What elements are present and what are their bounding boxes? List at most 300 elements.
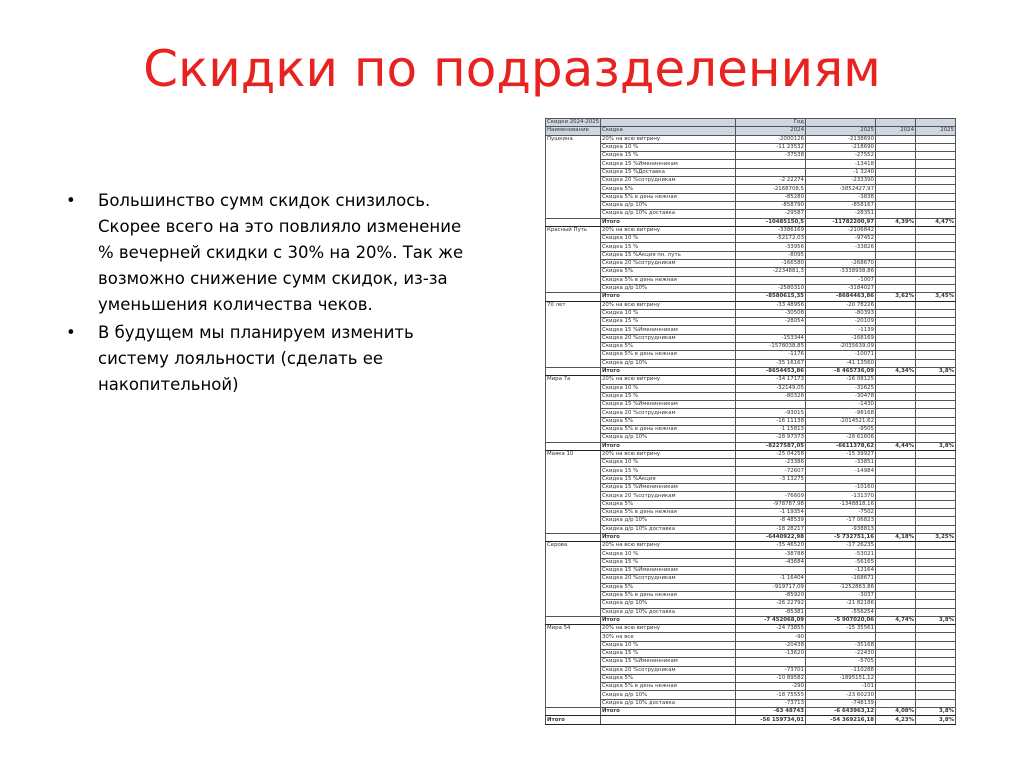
table-row	[546, 674, 956, 682]
table-cell	[876, 625, 916, 633]
table-cell	[876, 484, 916, 492]
table-cell: 3,45%	[916, 293, 956, 301]
table-cell: 20% на всю витрину	[601, 542, 736, 550]
table-cell	[546, 218, 601, 226]
table-cell	[876, 276, 916, 284]
table-cell	[876, 210, 916, 218]
table-cell	[876, 674, 916, 682]
table-cell	[546, 500, 601, 508]
table-row	[546, 401, 956, 409]
table-cell	[876, 135, 916, 143]
table-row	[546, 567, 956, 575]
table-row	[546, 318, 956, 326]
table-cell: 20% на всю витрину	[601, 301, 736, 309]
table-row	[546, 699, 956, 707]
table-cell: -3386169	[736, 226, 806, 234]
table-cell: -8227587,05	[736, 442, 806, 450]
table-cell	[916, 434, 956, 442]
table-cell	[876, 517, 916, 525]
table-row	[546, 625, 956, 633]
table-cell	[876, 500, 916, 508]
table-row	[546, 467, 956, 475]
table-cell	[876, 508, 916, 516]
table-cell: Скидка 20 %сотрудникам	[601, 666, 736, 674]
table-cell	[916, 467, 956, 475]
table-row	[546, 459, 956, 467]
table-cell: 4,44%	[876, 442, 916, 450]
table-cell	[916, 691, 956, 699]
table-cell	[916, 550, 956, 558]
table-row	[546, 691, 956, 699]
table-cell: -38788	[736, 550, 806, 558]
table-cell	[876, 492, 916, 500]
table-cell	[546, 318, 601, 326]
table-cell: -15 35561	[806, 625, 876, 633]
table-cell	[546, 359, 601, 367]
table-cell: -919717,09	[736, 583, 806, 591]
table-cell	[546, 160, 601, 168]
table-cell: -73701	[736, 666, 806, 674]
table-cell: -5 732751,16	[806, 533, 876, 541]
table-cell: 4,08%	[876, 708, 916, 716]
table-cell: 20% на всю витрину	[601, 226, 736, 234]
table-cell: -18 75555	[736, 691, 806, 699]
table-cell	[876, 450, 916, 458]
table-cell	[876, 235, 916, 243]
table-cell	[546, 343, 601, 351]
table-cell	[916, 567, 956, 575]
table-cell: Скидка 15 %Именинникам	[601, 567, 736, 575]
table-row	[546, 550, 956, 558]
table-cell: -10 89582	[736, 674, 806, 682]
discount-table-image	[545, 118, 955, 723]
table-cell: Скидка 15 %	[601, 243, 736, 251]
table-cell	[876, 641, 916, 649]
table-cell	[916, 583, 956, 591]
table-cell: -6440922,98	[736, 533, 806, 541]
table-cell: Скидка 15 %Именинникам	[601, 484, 736, 492]
table-row	[546, 517, 956, 525]
table-cell: -28054	[736, 318, 806, 326]
table-cell	[546, 475, 601, 483]
table-cell	[916, 641, 956, 649]
table-cell: -30478	[806, 392, 876, 400]
table-cell: Итого	[546, 716, 601, 724]
table-cell: 2025	[916, 127, 956, 135]
table-cell	[916, 243, 956, 251]
table-cell: Скидка 20 %сотрудникам	[601, 575, 736, 583]
table-cell: -10071	[806, 351, 876, 359]
table-cell: -233390	[806, 177, 876, 185]
table-cell	[546, 674, 601, 682]
table-cell	[916, 177, 956, 185]
table-cell	[876, 260, 916, 268]
table-cell: -556254	[806, 608, 876, 616]
table-cell: -80326	[736, 392, 806, 400]
table-cell: Скидка д/р 10%	[601, 517, 736, 525]
table-cell	[916, 459, 956, 467]
table-cell	[876, 525, 916, 533]
table-cell	[546, 392, 601, 400]
table-row	[546, 666, 956, 674]
table-row	[546, 716, 956, 724]
table-cell: Итого	[601, 218, 736, 226]
table-cell	[876, 177, 916, 185]
table-cell	[876, 301, 916, 309]
table-cell: -63 48743	[736, 708, 806, 716]
table-cell	[546, 251, 601, 259]
table-cell: -1007	[806, 276, 876, 284]
table-cell: Скидка 20 %сотрудникам	[601, 492, 736, 500]
table-cell	[916, 658, 956, 666]
table-cell: -1 16404	[736, 575, 806, 583]
table-cell	[546, 326, 601, 334]
table-cell: -1895151,12	[806, 674, 876, 682]
table-cell: Серова	[546, 542, 601, 550]
table-cell: Пушкина	[546, 135, 601, 143]
table-cell: Скидка 15 %Именинникам	[601, 160, 736, 168]
table-cell	[546, 708, 601, 716]
table-cell	[876, 666, 916, 674]
table-cell	[546, 666, 601, 674]
table-row	[546, 376, 956, 384]
table-cell: 2024	[736, 127, 806, 135]
table-cell: -22430	[806, 650, 876, 658]
table-cell: Скидка д/р 10% доставка	[601, 608, 736, 616]
table-cell: -1252863,86	[806, 583, 876, 591]
table-cell	[916, 309, 956, 317]
table-cell: -43684	[736, 558, 806, 566]
table-cell	[916, 251, 956, 259]
table-cell	[546, 367, 601, 375]
table-cell: -10160	[806, 484, 876, 492]
table-cell: -18 28217	[736, 525, 806, 533]
table-cell: -2138690	[806, 135, 876, 143]
table-cell: Скидка 5% в день нежная	[601, 591, 736, 599]
table-cell: 4,23%	[876, 716, 916, 724]
table-cell	[876, 467, 916, 475]
table-cell	[546, 293, 601, 301]
table-cell	[546, 276, 601, 284]
table-row	[546, 243, 956, 251]
table-cell	[916, 475, 956, 483]
table-cell: -41 13560	[806, 359, 876, 367]
table-cell: -2000126	[736, 135, 806, 143]
table-cell: -37538	[736, 152, 806, 160]
table-cell	[546, 699, 601, 707]
table-row	[546, 583, 956, 591]
table-cell: -1 15813	[736, 425, 806, 433]
table-cell: -748139	[806, 699, 876, 707]
table-header-row	[546, 119, 956, 127]
table-cell: Скидка 10 %	[601, 384, 736, 392]
table-cell	[876, 475, 916, 483]
table-cell	[916, 517, 956, 525]
table-cell	[546, 235, 601, 243]
table-cell: Скидка 15 %	[601, 467, 736, 475]
table-row	[546, 359, 956, 367]
table-cell: 3,8%	[916, 367, 956, 375]
table-cell	[876, 683, 916, 691]
table-cell: -8 465736,09	[806, 367, 876, 375]
table-cell	[876, 608, 916, 616]
table-cell	[546, 683, 601, 691]
table-cell	[876, 284, 916, 292]
table-cell	[916, 301, 956, 309]
table-cell: -10485150,5	[736, 218, 806, 226]
table-cell: -268670	[806, 260, 876, 268]
table-row	[546, 533, 956, 541]
table-cell	[806, 119, 876, 127]
table-cell	[736, 401, 806, 409]
table-cell	[916, 608, 956, 616]
table-cell: Скидка 15 %	[601, 152, 736, 160]
table-row	[546, 268, 956, 276]
table-cell: -33826	[806, 243, 876, 251]
table-cell: -12164	[806, 567, 876, 575]
table-cell	[736, 168, 806, 176]
table-cell: -5705	[806, 658, 876, 666]
table-cell	[546, 633, 601, 641]
table-cell	[546, 608, 601, 616]
table-row	[546, 201, 956, 209]
table-row	[546, 600, 956, 608]
table-cell: Скидка 5% в день нежная	[601, 193, 736, 201]
table-cell: -80393	[806, 309, 876, 317]
table-cell: 4,47%	[916, 218, 956, 226]
table-cell: -85280	[736, 193, 806, 201]
table-cell	[916, 683, 956, 691]
table-cell	[916, 326, 956, 334]
table-row	[546, 475, 956, 483]
table-cell: -35 46520	[736, 542, 806, 550]
table-cell: 4,18%	[876, 533, 916, 541]
table-cell: -31625	[806, 384, 876, 392]
table-row	[546, 301, 956, 309]
table-cell: 70 лет	[546, 301, 601, 309]
table-cell	[876, 691, 916, 699]
table-cell: Скидки 2024-2025	[547, 119, 600, 126]
table-cell	[876, 359, 916, 367]
table-cell	[546, 185, 601, 193]
table-cell	[916, 699, 956, 707]
table-cell: -26 22792	[736, 600, 806, 608]
table-cell	[546, 409, 601, 417]
table-cell: -8580615,35	[736, 293, 806, 301]
table-cell	[546, 641, 601, 649]
table-row	[546, 417, 956, 425]
table-row	[546, 575, 956, 583]
table-cell	[806, 475, 876, 483]
table-header-row	[546, 127, 956, 135]
table-cell	[916, 210, 956, 218]
table-cell: Скидка д/р 10%	[601, 600, 736, 608]
table-cell: -35168	[806, 641, 876, 649]
table-cell: -168671	[806, 575, 876, 583]
table-row	[546, 143, 956, 151]
table-cell	[546, 434, 601, 442]
table-row	[546, 484, 956, 492]
table-cell: Скидка д/р 10%	[601, 359, 736, 367]
table-cell: -17 26235	[806, 542, 876, 550]
table-cell	[736, 326, 806, 334]
table-cell: -1430	[806, 401, 876, 409]
table-cell	[546, 334, 601, 342]
table-cell: -34 17173	[736, 376, 806, 384]
table-cell	[876, 119, 916, 127]
table-cell: -20438	[736, 641, 806, 649]
table-cell: -168169	[806, 334, 876, 342]
table-cell: -85381	[736, 608, 806, 616]
table-cell: -1139	[806, 326, 876, 334]
table-cell	[546, 351, 601, 359]
table-cell	[916, 558, 956, 566]
table-cell: Скидка 10 %	[601, 459, 736, 467]
table-cell	[916, 492, 956, 500]
table-row	[546, 542, 956, 550]
table-cell: -7502	[806, 508, 876, 516]
table-cell	[916, 450, 956, 458]
table-cell	[876, 583, 916, 591]
table-row	[546, 309, 956, 317]
table-cell: -8684463,86	[806, 293, 876, 301]
table-cell: Скидка 5% в день нежная	[601, 683, 736, 691]
table-cell: Мира 54	[546, 625, 601, 633]
bullet-list	[66, 188, 476, 400]
table-cell: Скидка 15 %Акция пн. путь	[601, 251, 736, 259]
table-cell: Скидка 20 %сотрудникам	[601, 409, 736, 417]
table-row	[546, 525, 956, 533]
table-cell	[916, 401, 956, 409]
table-cell	[916, 600, 956, 608]
table-cell: Скидка 15 %	[601, 392, 736, 400]
bullet-item: • В будущем мы планируем изменить систему лояльности (сделать ее накопительной)	[66, 320, 476, 398]
table-cell	[546, 425, 601, 433]
table-row	[546, 160, 956, 168]
table-cell: Скидка 15 %Доставка	[601, 168, 736, 176]
table-cell	[736, 276, 806, 284]
table-cell: -166580	[736, 260, 806, 268]
table-cell: Итого	[601, 708, 736, 716]
table-cell: -11 23532	[736, 143, 806, 151]
table-cell: -20 78226	[806, 301, 876, 309]
table-cell: -15 39927	[806, 450, 876, 458]
table-cell	[876, 392, 916, 400]
table-cell: Скидка 15 %Акция	[601, 475, 736, 483]
table-cell	[916, 575, 956, 583]
table-cell: Скидка 5% в день нежная	[601, 351, 736, 359]
table-cell: 3,8%	[916, 616, 956, 624]
table-row	[546, 683, 956, 691]
table-row	[546, 442, 956, 450]
table-cell	[916, 226, 956, 234]
table-cell	[546, 525, 601, 533]
table-cell: -1 19354	[736, 508, 806, 516]
table-cell	[546, 201, 601, 209]
table-row	[546, 392, 956, 400]
table-cell: Скидка 5%	[601, 583, 736, 591]
table-row	[546, 251, 956, 259]
table-cell	[806, 633, 876, 641]
table-cell: 4,74%	[876, 616, 916, 624]
table-cell	[916, 500, 956, 508]
table-row	[546, 351, 956, 359]
table-cell	[916, 135, 956, 143]
table-cell: 3,8%	[916, 442, 956, 450]
table-cell	[546, 650, 601, 658]
table-cell	[546, 558, 601, 566]
discount-table	[545, 118, 956, 725]
table-row	[546, 326, 956, 334]
table-cell	[876, 401, 916, 409]
table-cell: -858167	[806, 201, 876, 209]
table-cell	[546, 467, 601, 475]
table-cell: Скидка 10 %	[601, 550, 736, 558]
table-cell	[916, 650, 956, 658]
table-cell: Наименование	[546, 127, 601, 135]
table-cell: -3037	[806, 591, 876, 599]
table-row	[546, 168, 956, 176]
table-cell: 20% на всю витрину	[601, 135, 736, 143]
table-row	[546, 425, 956, 433]
table-cell: -21 82186	[806, 600, 876, 608]
table-cell	[546, 484, 601, 492]
table-cell	[916, 152, 956, 160]
table-cell	[876, 326, 916, 334]
table-cell: -858790	[736, 201, 806, 209]
table-row	[546, 343, 956, 351]
table-cell: -218690	[806, 143, 876, 151]
table-cell	[876, 459, 916, 467]
table-cell	[876, 542, 916, 550]
table-row	[546, 591, 956, 599]
table-cell: Скидка 15 %	[601, 558, 736, 566]
table-cell: -24 73855	[736, 625, 806, 633]
table-cell: -73713	[736, 699, 806, 707]
table-row	[546, 218, 956, 226]
table-cell	[876, 309, 916, 317]
table-cell	[876, 434, 916, 442]
table-cell: Итого	[601, 533, 736, 541]
table-cell	[916, 276, 956, 284]
table-cell	[876, 633, 916, 641]
table-row	[546, 210, 956, 218]
table-cell	[916, 591, 956, 599]
table-cell	[546, 143, 601, 151]
table-cell: 4,34%	[876, 367, 916, 375]
table-row	[546, 226, 956, 234]
table-cell: Скидка 20 %сотрудникам	[601, 177, 736, 185]
table-row	[546, 185, 956, 193]
table-cell: -6 643963,12	[806, 708, 876, 716]
table-row	[546, 708, 956, 716]
table-cell	[876, 376, 916, 384]
table-cell	[916, 119, 956, 127]
table-cell: Скидка 5%	[601, 500, 736, 508]
table-cell: -153344	[736, 334, 806, 342]
table-cell	[916, 143, 956, 151]
table-cell: Итого	[601, 367, 736, 375]
table-cell: Скидка 5%	[601, 674, 736, 682]
table-cell	[876, 168, 916, 176]
table-cell	[916, 160, 956, 168]
table-cell	[601, 716, 736, 724]
table-row	[546, 135, 956, 143]
table-cell	[876, 343, 916, 351]
table-row	[546, 633, 956, 641]
table-cell: Мира 7а	[546, 376, 601, 384]
table-cell	[916, 384, 956, 392]
